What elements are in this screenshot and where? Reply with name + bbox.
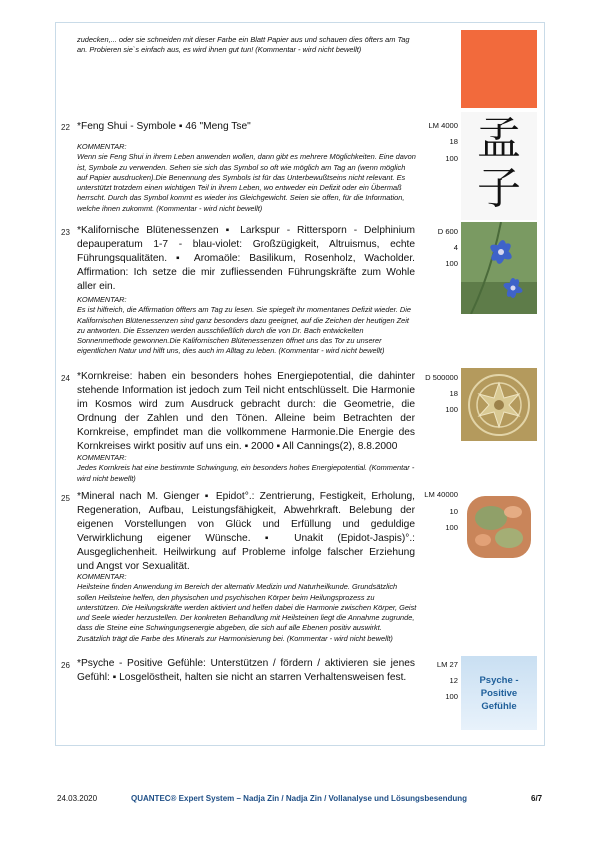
entry-value-2: 100 [445,523,458,532]
entry-code: LM 40000 [424,490,458,499]
entry-title: *Kalifornische Blütenessenzen ▪ Larkspur - Rittersporn - Delphinium depauperatum 1-7 - blau-violet: Großzügigkeit, Altruismus, echte Führungsqualitäten. ▪ Aromaöle: Basilikum, Rosenholz, Wacholder. Affirmation: Ich setze die mir zufliessenden Führungskräfte zum Wohle aller ein. [77,225,415,292]
unakite-stone-image [461,488,537,566]
footer-title [131,794,467,803]
entry-code: D 600 [437,227,458,236]
entry-title: *Psyche - Positive Gefühle: Unterstützen / fördern / aktivieren sie jenes Gefühl: ▪ Losgelöstheit, halten sie nicht an starren Verhaltensweisen fest. [77,658,415,683]
entry-code: D 500000 [425,373,458,382]
entry-value-2: 100 [445,259,458,268]
chinese-characters-image [461,112,537,220]
entry-comment [77,295,417,357]
entry-comment [77,572,417,644]
comment-text: Heilsteine finden Anwendung im Bereich der alternativ Medizin und Naturheilkunde. Grundsätzlich sollen Heilsteine helfen, den physischen und psychischen Körper beim Heilungsprozess zu unterstützen. Die Heilungskräfte werden aktiviert und helfen dabei die Harmonie zwischen Körper, Geist und Seele wieder herzustellen. Der konkreten Behandlung mit Heilsteinen liegt die Annahme zugrunde, dass die Steine eine Schwingungsenergie abgeben, die sich auf alle Ebenen positiv auswirkt. Zusätzlich trägt die Farbe des Minerals zur Harmonisierung bei. (Kommentar - wird nicht bewellt) [77,582,417,643]
entry-value-1: 12 [449,676,458,685]
entry-number: 26 [61,661,70,670]
comment-text: Es ist hilfreich, die Affirmation öffters am Tag zu lesen. Sie spiegelt ihr momentanes Defizit wieder. Die Kalifornischen Blütenessenzen sind ganz besonders dazu geeignet, auf die Zeichen der heutigen Zeit zu antworten. Die Essenzen werden ausschließlich durch die von Dr. Bach entwickelten Sonnenmethode gewonnen.Die Kalifornischen Blütenessenzen öffnet uns das Tor zu unserer eigentlichen Natur und hilft uns, dies auch im Alltag zu leben. (Kommentar - wird nicht bewellt) [77,305,411,356]
entry-comment [77,142,417,214]
entry-comment [77,453,417,484]
crop-circle-illustration [461,368,537,441]
entry-number: 25 [61,494,70,503]
comment-heading: KOMMENTAR: [77,572,127,581]
entry-title: *Mineral nach M. Gienger ▪ Epidot°.: Zentrierung, Festigkeit, Erholung, Regeneration, Aufbau, Leistungsfähigkeit, Abwehrkraft. Belebung der eigenen Vorstellungen von Glück und Erfüllung und geduldige Verwirklichung eigener Wünsche. ▪ Unakit (Epidot-Jaspis)°.: Ausgeglichenheit. Heilwirkung auf Probleme infolge falscher Erziehung und Angst vor Sexualität. [77,491,415,572]
entry-number: 24 [61,374,70,383]
footer-date: 24.03.2020 [57,794,98,803]
entry-number: 23 [61,228,70,237]
stone-illustration [461,488,537,566]
entry-value-2: 100 [445,405,458,414]
entry-title: *Kornkreise: haben ein besonders hohes Energiepotential, die dahinter stehende Information ist jedoch zum Teil nicht entschlüsselt. Die Harmonie im Kosmos wird zum Ausdruck gebracht durch: die Geometrie, die Ordnung der Zahlen und den Tönen. Alleine beim Betrachten der Kornkreise, empfindet man die vollkommene Harmonie.Die Energie des Kornkreises wirkt positiv auf uns ein. ▪ 2000 ▪ All Cannings(2), 8.8.2000 [77,371,415,452]
entry-value-2: 100 [445,154,458,163]
page-number: 6/7 [531,794,543,803]
crop-circle-image [461,368,537,441]
entry-value-2: 100 [445,692,458,701]
entry-value-1: 10 [449,507,458,516]
intro-comment: zudecken,... oder sie schneiden mit dieser Farbe ein Blatt Papier aus und schauen dies öfters am Tag an. Probieren sie`s einfach aus, es wird ihnen gut tun! (Kommentar - wird nicht bewellt) [77,35,410,55]
entry-number: 22 [61,123,70,132]
comment-text: Jedes Kornkreis hat eine bestimmte Schwingung, ein besonders hohes Energiepotential. (Kommentar - wird nicht bewellt) [77,463,415,483]
entry-value-1: 18 [449,137,458,146]
footer-system: QUANTEC® Expert System [131,794,235,803]
comment-heading: KOMMENTAR: [77,142,127,151]
entry-value-1: 4 [453,243,458,252]
color-swatch [461,30,537,108]
comment-heading: KOMMENTAR: [77,453,127,462]
comment-text: Wenn sie Feng Shui in ihrem Leben anwenden wollen, dann gibt es mehrere Möglichkeiten. Eine davon ist, Symbole zu verwenden. Sehen sie sich das Symbol so oft wie möglich am Tag an (wenn möglich auf Papier ausdrucken).Die Benennung des Symbols ist für das Unterbewußtseins nicht relevant. Es unterstützt trotzdem einen wichtigen Teil in ihrem Leben, wo entweder ein Defizit oder ein Übermaß herrscht. Durch das Symbol kommt es wieder ins Gleichgewicht. Seien sie offen, für die Information, welche ihnen zukommt. (Kommentar - wird nicht bewellt) [77,152,416,213]
psyche-label-image [461,656,537,730]
footer-separator: – [234,794,244,803]
entry-code: LM 27 [436,660,458,669]
psyche-label: Psyche - Positive Gefühle [479,674,519,712]
comment-heading: KOMMENTAR: [77,295,127,304]
chinese-glyphs: 孟子 [477,113,521,214]
entry-code: LM 4000 [428,121,458,130]
larkspur-flower-image [461,222,537,314]
flower-illustration [461,222,537,314]
entry-value-1: 18 [449,389,458,398]
entry-title: *Feng Shui - Symbole ▪ 46 "Meng Tse" [77,121,251,132]
footer-names: Nadja Zin / Nadja Zin / Vollanalyse und Lösungsbesendung [243,794,468,803]
